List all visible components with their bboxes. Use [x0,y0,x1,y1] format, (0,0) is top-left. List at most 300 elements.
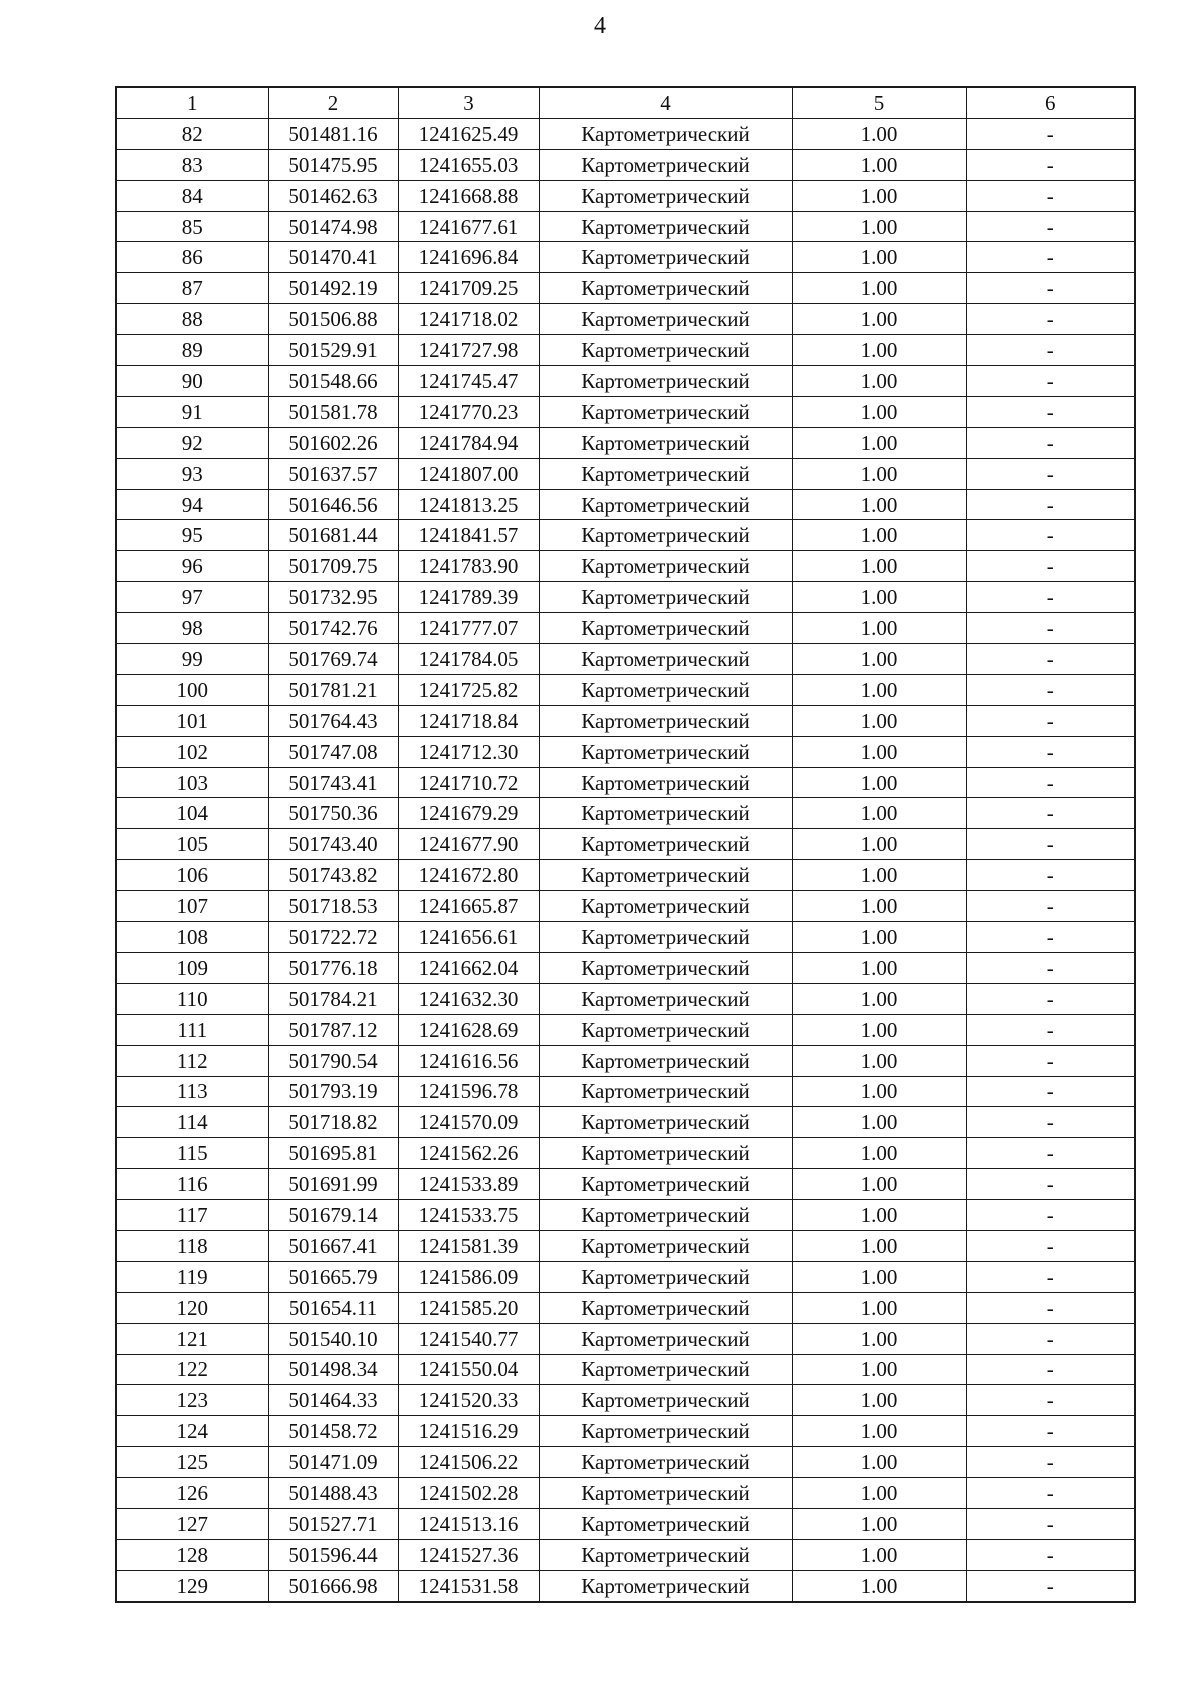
x-coordinate-cell: 501506.88 [268,304,398,335]
table-row [116,767,1135,798]
table-row [116,1107,1135,1138]
y-coordinate-cell: 1241677.90 [398,829,539,860]
accuracy-cell: 1.00 [792,489,966,520]
y-coordinate-cell: 1241696.84 [398,242,539,273]
x-coordinate-cell: 501793.19 [268,1076,398,1107]
method-cell: Картометрический [539,1416,792,1447]
y-coordinate-cell: 1241550.04 [398,1354,539,1385]
point-number-cell: 91 [116,396,268,427]
y-coordinate-cell: 1241516.29 [398,1416,539,1447]
accuracy-cell: 1.00 [792,366,966,397]
table-row [116,1200,1135,1231]
note-cell: - [966,1230,1135,1261]
table-row [116,613,1135,644]
x-coordinate-cell: 501498.34 [268,1354,398,1385]
method-cell: Картометрический [539,1138,792,1169]
y-coordinate-cell: 1241570.09 [398,1107,539,1138]
method-cell: Картометрический [539,1354,792,1385]
method-cell: Картометрический [539,1570,792,1601]
table-row [116,489,1135,520]
method-cell: Картометрический [539,674,792,705]
x-coordinate-cell: 501527.71 [268,1508,398,1539]
point-number-cell: 87 [116,273,268,304]
x-coordinate-cell: 501475.95 [268,149,398,180]
accuracy-cell: 1.00 [792,1261,966,1292]
accuracy-cell: 1.00 [792,1107,966,1138]
x-coordinate-cell: 501458.72 [268,1416,398,1447]
x-coordinate-cell: 501596.44 [268,1539,398,1570]
table-row [116,829,1135,860]
point-number-cell: 125 [116,1447,268,1478]
y-coordinate-cell: 1241665.87 [398,891,539,922]
accuracy-cell: 1.00 [792,1169,966,1200]
point-number-cell: 88 [116,304,268,335]
x-coordinate-cell: 501637.57 [268,458,398,489]
note-cell: - [966,211,1135,242]
y-coordinate-cell: 1241777.07 [398,613,539,644]
y-coordinate-cell: 1241540.77 [398,1323,539,1354]
accuracy-cell: 1.00 [792,1045,966,1076]
method-cell: Картометрический [539,1261,792,1292]
y-coordinate-cell: 1241784.05 [398,644,539,675]
x-coordinate-cell: 501548.66 [268,366,398,397]
y-coordinate-cell: 1241718.02 [398,304,539,335]
accuracy-cell: 1.00 [792,427,966,458]
point-number-cell: 93 [116,458,268,489]
y-coordinate-cell: 1241677.61 [398,211,539,242]
note-cell: - [966,1169,1135,1200]
note-cell: - [966,891,1135,922]
x-coordinate-cell: 501470.41 [268,242,398,273]
point-number-cell: 118 [116,1230,268,1261]
x-coordinate-cell: 501667.41 [268,1230,398,1261]
point-number-cell: 86 [116,242,268,273]
method-cell: Картометрический [539,118,792,149]
table-row [116,520,1135,551]
note-cell: - [966,118,1135,149]
table-row [116,180,1135,211]
accuracy-cell: 1.00 [792,582,966,613]
y-coordinate-cell: 1241502.28 [398,1478,539,1509]
method-cell: Картометрический [539,922,792,953]
y-coordinate-cell: 1241533.89 [398,1169,539,1200]
y-coordinate-cell: 1241668.88 [398,180,539,211]
note-cell: - [966,242,1135,273]
method-cell: Картометрический [539,1508,792,1539]
y-coordinate-cell: 1241531.58 [398,1570,539,1601]
table-row [116,1416,1135,1447]
method-cell: Картометрический [539,613,792,644]
y-coordinate-cell: 1241807.00 [398,458,539,489]
x-coordinate-cell: 501529.91 [268,335,398,366]
table-row [116,952,1135,983]
point-number-cell: 122 [116,1354,268,1385]
point-number-cell: 108 [116,922,268,953]
accuracy-cell: 1.00 [792,1508,966,1539]
table-row [116,1570,1135,1601]
point-number-cell: 110 [116,983,268,1014]
table-row [116,1508,1135,1539]
point-number-cell: 84 [116,180,268,211]
table-row [116,705,1135,736]
point-number-cell: 123 [116,1385,268,1416]
table-row [116,1447,1135,1478]
x-coordinate-cell: 501769.74 [268,644,398,675]
table-row [116,304,1135,335]
method-cell: Картометрический [539,396,792,427]
x-coordinate-cell: 501709.75 [268,551,398,582]
note-cell: - [966,273,1135,304]
accuracy-cell: 1.00 [792,1014,966,1045]
table-row [116,1354,1135,1385]
accuracy-cell: 1.00 [792,211,966,242]
table-row [116,273,1135,304]
x-coordinate-cell: 501665.79 [268,1261,398,1292]
point-number-cell: 106 [116,860,268,891]
point-number-cell: 92 [116,427,268,458]
y-coordinate-cell: 1241718.84 [398,705,539,736]
method-cell: Картометрический [539,860,792,891]
table-row [116,396,1135,427]
x-coordinate-cell: 501787.12 [268,1014,398,1045]
table-row [116,118,1135,149]
table-row [116,1138,1135,1169]
method-cell: Картометрический [539,335,792,366]
note-cell: - [966,705,1135,736]
accuracy-cell: 1.00 [792,1138,966,1169]
accuracy-cell: 1.00 [792,1539,966,1570]
accuracy-cell: 1.00 [792,1076,966,1107]
accuracy-cell: 1.00 [792,520,966,551]
method-cell: Картометрический [539,1200,792,1231]
y-coordinate-cell: 1241562.26 [398,1138,539,1169]
point-number-cell: 89 [116,335,268,366]
note-cell: - [966,829,1135,860]
column-header-5: 5 [792,87,966,118]
table-row [116,1169,1135,1200]
table-row [116,366,1135,397]
table-row [116,458,1135,489]
note-cell: - [966,767,1135,798]
note-cell: - [966,860,1135,891]
accuracy-cell: 1.00 [792,1447,966,1478]
table-body [116,118,1135,1601]
method-cell: Картометрический [539,1323,792,1354]
accuracy-cell: 1.00 [792,1385,966,1416]
x-coordinate-cell: 501718.82 [268,1107,398,1138]
note-cell: - [966,551,1135,582]
point-number-cell: 103 [116,767,268,798]
x-coordinate-cell: 501646.56 [268,489,398,520]
point-number-cell: 102 [116,736,268,767]
method-cell: Картометрический [539,1014,792,1045]
x-coordinate-cell: 501784.21 [268,983,398,1014]
point-number-cell: 101 [116,705,268,736]
method-cell: Картометрический [539,1478,792,1509]
accuracy-cell: 1.00 [792,922,966,953]
method-cell: Картометрический [539,705,792,736]
y-coordinate-cell: 1241783.90 [398,551,539,582]
note-cell: - [966,674,1135,705]
point-number-cell: 121 [116,1323,268,1354]
method-cell: Картометрический [539,1385,792,1416]
y-coordinate-cell: 1241625.49 [398,118,539,149]
note-cell: - [966,798,1135,829]
method-cell: Картометрический [539,952,792,983]
accuracy-cell: 1.00 [792,736,966,767]
table-row [116,1323,1135,1354]
accuracy-cell: 1.00 [792,983,966,1014]
method-cell: Картометрический [539,1045,792,1076]
accuracy-cell: 1.00 [792,860,966,891]
method-cell: Картометрический [539,1539,792,1570]
point-number-cell: 111 [116,1014,268,1045]
method-cell: Картометрический [539,489,792,520]
note-cell: - [966,983,1135,1014]
point-number-cell: 119 [116,1261,268,1292]
note-cell: - [966,1570,1135,1601]
note-cell: - [966,1076,1135,1107]
y-coordinate-cell: 1241520.33 [398,1385,539,1416]
column-header-1: 1 [116,87,268,118]
table-row [116,1230,1135,1261]
method-cell: Картометрический [539,427,792,458]
table-row [116,427,1135,458]
accuracy-cell: 1.00 [792,396,966,427]
method-cell: Картометрический [539,1447,792,1478]
y-coordinate-cell: 1241655.03 [398,149,539,180]
method-cell: Картометрический [539,798,792,829]
y-coordinate-cell: 1241727.98 [398,335,539,366]
method-cell: Картометрический [539,180,792,211]
y-coordinate-cell: 1241616.56 [398,1045,539,1076]
note-cell: - [966,335,1135,366]
point-number-cell: 114 [116,1107,268,1138]
note-cell: - [966,489,1135,520]
x-coordinate-cell: 501790.54 [268,1045,398,1076]
y-coordinate-cell: 1241813.25 [398,489,539,520]
point-number-cell: 83 [116,149,268,180]
accuracy-cell: 1.00 [792,952,966,983]
point-number-cell: 85 [116,211,268,242]
y-coordinate-cell: 1241789.39 [398,582,539,613]
method-cell: Картометрический [539,1169,792,1200]
note-cell: - [966,922,1135,953]
y-coordinate-cell: 1241679.29 [398,798,539,829]
x-coordinate-cell: 501492.19 [268,273,398,304]
method-cell: Картометрический [539,458,792,489]
method-cell: Картометрический [539,366,792,397]
table-row [116,1292,1135,1323]
x-coordinate-cell: 501742.76 [268,613,398,644]
table-row [116,1385,1135,1416]
point-number-cell: 116 [116,1169,268,1200]
accuracy-cell: 1.00 [792,1416,966,1447]
note-cell: - [966,1045,1135,1076]
x-coordinate-cell: 501764.43 [268,705,398,736]
accuracy-cell: 1.00 [792,304,966,335]
method-cell: Картометрический [539,551,792,582]
method-cell: Картометрический [539,983,792,1014]
point-number-cell: 105 [116,829,268,860]
point-number-cell: 96 [116,551,268,582]
table-row [116,674,1135,705]
table-row [116,644,1135,675]
accuracy-cell: 1.00 [792,705,966,736]
note-cell: - [966,180,1135,211]
table-row [116,335,1135,366]
note-cell: - [966,396,1135,427]
table-row [116,1076,1135,1107]
point-number-cell: 100 [116,674,268,705]
method-cell: Картометрический [539,829,792,860]
table-row [116,582,1135,613]
column-header-4: 4 [539,87,792,118]
accuracy-cell: 1.00 [792,767,966,798]
x-coordinate-cell: 501474.98 [268,211,398,242]
y-coordinate-cell: 1241527.36 [398,1539,539,1570]
point-number-cell: 109 [116,952,268,983]
point-number-cell: 129 [116,1570,268,1601]
x-coordinate-cell: 501481.16 [268,118,398,149]
note-cell: - [966,644,1135,675]
note-cell: - [966,304,1135,335]
method-cell: Картометрический [539,736,792,767]
page-number: 4 [594,13,606,39]
accuracy-cell: 1.00 [792,1230,966,1261]
table-row [116,551,1135,582]
x-coordinate-cell: 501488.43 [268,1478,398,1509]
accuracy-cell: 1.00 [792,458,966,489]
table-row [116,983,1135,1014]
accuracy-cell: 1.00 [792,1570,966,1601]
y-coordinate-cell: 1241632.30 [398,983,539,1014]
point-number-cell: 97 [116,582,268,613]
y-coordinate-cell: 1241581.39 [398,1230,539,1261]
table-row [116,1478,1135,1509]
accuracy-cell: 1.00 [792,242,966,273]
table-row [116,891,1135,922]
note-cell: - [966,149,1135,180]
note-cell: - [966,1138,1135,1169]
note-cell: - [966,1539,1135,1570]
point-number-cell: 120 [116,1292,268,1323]
accuracy-cell: 1.00 [792,1292,966,1323]
method-cell: Картометрический [539,1076,792,1107]
y-coordinate-cell: 1241585.20 [398,1292,539,1323]
accuracy-cell: 1.00 [792,798,966,829]
note-cell: - [966,1385,1135,1416]
note-cell: - [966,1200,1135,1231]
y-coordinate-cell: 1241586.09 [398,1261,539,1292]
accuracy-cell: 1.00 [792,180,966,211]
point-number-cell: 104 [116,798,268,829]
y-coordinate-cell: 1241628.69 [398,1014,539,1045]
accuracy-cell: 1.00 [792,891,966,922]
note-cell: - [966,1261,1135,1292]
point-number-cell: 115 [116,1138,268,1169]
note-cell: - [966,427,1135,458]
header-row [116,87,1135,118]
x-coordinate-cell: 501462.63 [268,180,398,211]
note-cell: - [966,1508,1135,1539]
note-cell: - [966,1447,1135,1478]
x-coordinate-cell: 501695.81 [268,1138,398,1169]
point-number-cell: 98 [116,613,268,644]
point-number-cell: 117 [116,1200,268,1231]
note-cell: - [966,366,1135,397]
table-row [116,736,1135,767]
point-number-cell: 107 [116,891,268,922]
note-cell: - [966,1478,1135,1509]
point-number-cell: 127 [116,1508,268,1539]
point-number-cell: 99 [116,644,268,675]
x-coordinate-cell: 501776.18 [268,952,398,983]
method-cell: Картометрический [539,242,792,273]
x-coordinate-cell: 501540.10 [268,1323,398,1354]
x-coordinate-cell: 501743.82 [268,860,398,891]
x-coordinate-cell: 501750.36 [268,798,398,829]
y-coordinate-cell: 1241712.30 [398,736,539,767]
y-coordinate-cell: 1241841.57 [398,520,539,551]
y-coordinate-cell: 1241709.25 [398,273,539,304]
accuracy-cell: 1.00 [792,613,966,644]
point-number-cell: 82 [116,118,268,149]
note-cell: - [966,952,1135,983]
y-coordinate-cell: 1241672.80 [398,860,539,891]
column-header-6: 6 [966,87,1135,118]
note-cell: - [966,1416,1135,1447]
table-header [116,87,1135,118]
coordinates-table [115,86,1136,1603]
x-coordinate-cell: 501732.95 [268,582,398,613]
method-cell: Картометрический [539,1230,792,1261]
note-cell: - [966,1107,1135,1138]
y-coordinate-cell: 1241533.75 [398,1200,539,1231]
method-cell: Картометрический [539,644,792,675]
method-cell: Картометрический [539,149,792,180]
x-coordinate-cell: 501679.14 [268,1200,398,1231]
x-coordinate-cell: 501691.99 [268,1169,398,1200]
column-header-3: 3 [398,87,539,118]
x-coordinate-cell: 501666.98 [268,1570,398,1601]
note-cell: - [966,1014,1135,1045]
y-coordinate-cell: 1241596.78 [398,1076,539,1107]
method-cell: Картометрический [539,582,792,613]
accuracy-cell: 1.00 [792,335,966,366]
method-cell: Картометрический [539,767,792,798]
method-cell: Картометрический [539,304,792,335]
x-coordinate-cell: 501718.53 [268,891,398,922]
accuracy-cell: 1.00 [792,118,966,149]
table-row [116,922,1135,953]
note-cell: - [966,736,1135,767]
note-cell: - [966,458,1135,489]
accuracy-cell: 1.00 [792,829,966,860]
table-row [116,1539,1135,1570]
note-cell: - [966,613,1135,644]
table-row [116,211,1135,242]
accuracy-cell: 1.00 [792,1478,966,1509]
table-row [116,860,1135,891]
y-coordinate-cell: 1241513.16 [398,1508,539,1539]
y-coordinate-cell: 1241745.47 [398,366,539,397]
column-header-2: 2 [268,87,398,118]
y-coordinate-cell: 1241662.04 [398,952,539,983]
accuracy-cell: 1.00 [792,1323,966,1354]
note-cell: - [966,1323,1135,1354]
x-coordinate-cell: 501464.33 [268,1385,398,1416]
